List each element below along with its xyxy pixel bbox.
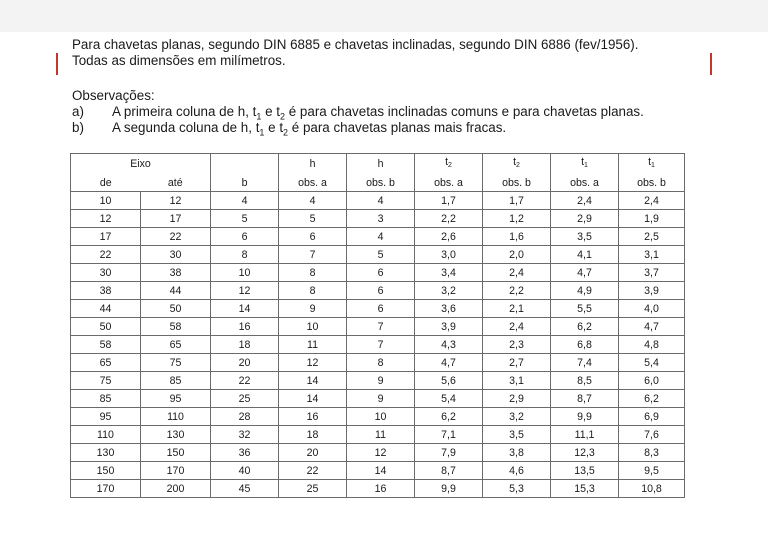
cell-t2-obs-b: 1,2 xyxy=(483,210,551,228)
observation-b-sub-2: 2 xyxy=(283,127,289,138)
cell-t2-obs-a: 3,0 xyxy=(415,246,483,264)
observation-a-sub-2: 2 xyxy=(280,111,286,122)
cell-b: 40 xyxy=(211,462,279,480)
cell-t1-obs-b: 4,0 xyxy=(619,300,685,318)
cell-eixo-ate: 12 xyxy=(141,192,211,210)
observation-a xyxy=(72,104,644,120)
cell-t1-obs-b: 2,5 xyxy=(619,228,685,246)
header-t1-b: t1 xyxy=(619,154,685,175)
table-row xyxy=(71,228,685,246)
cell-t2-obs-a: 2,6 xyxy=(415,228,483,246)
observation-b xyxy=(72,120,506,136)
cell-eixo-de: 50 xyxy=(71,318,141,336)
cell-eixo-de: 17 xyxy=(71,228,141,246)
cell-t1-obs-a: 4,7 xyxy=(551,264,619,282)
cell-t2-obs-b: 2,4 xyxy=(483,318,551,336)
cell-h-obs-b: 4 xyxy=(347,228,415,246)
cell-t2-obs-a: 7,1 xyxy=(415,426,483,444)
cell-h-obs-a: 7 xyxy=(279,246,347,264)
cell-eixo-de: 12 xyxy=(71,210,141,228)
cell-h-obs-b: 12 xyxy=(347,444,415,462)
header-t2-a: t2 xyxy=(415,154,483,175)
cell-t2-obs-b: 2,0 xyxy=(483,246,551,264)
cell-h-obs-b: 6 xyxy=(347,300,415,318)
table-row xyxy=(71,480,685,498)
header-de: de xyxy=(71,174,141,192)
header-h-b: h xyxy=(347,154,415,175)
cell-eixo-de: 75 xyxy=(71,372,141,390)
observation-a-letter: a) xyxy=(72,104,84,119)
cell-t1-obs-a: 9,9 xyxy=(551,408,619,426)
cell-eixo-ate: 75 xyxy=(141,354,211,372)
observation-a-text-2: e t xyxy=(261,104,281,119)
cell-b: 8 xyxy=(211,246,279,264)
header-obs-a-h: obs. a xyxy=(279,174,347,192)
cell-eixo-ate: 95 xyxy=(141,390,211,408)
cell-t2-obs-b: 2,1 xyxy=(483,300,551,318)
cell-b: 22 xyxy=(211,372,279,390)
cell-h-obs-b: 9 xyxy=(347,390,415,408)
header-obs-a-t2: obs. a xyxy=(415,174,483,192)
cell-t2-obs-b: 3,8 xyxy=(483,444,551,462)
header-obs-b-h: obs. b xyxy=(347,174,415,192)
cell-h-obs-a: 16 xyxy=(279,408,347,426)
cell-eixo-de: 22 xyxy=(71,246,141,264)
cell-t1-obs-b: 6,0 xyxy=(619,372,685,390)
observation-a-sub-1: 1 xyxy=(256,111,262,122)
cell-eixo-ate: 150 xyxy=(141,444,211,462)
cell-b: 12 xyxy=(211,282,279,300)
cell-b: 5 xyxy=(211,210,279,228)
cell-eixo-ate: 58 xyxy=(141,318,211,336)
intro-line-2: Todas as dimensões em milímetros. xyxy=(72,53,286,68)
header-b: b xyxy=(211,174,279,192)
header-row-1 xyxy=(71,154,685,175)
table-row xyxy=(71,390,685,408)
cell-t1-obs-b: 3,7 xyxy=(619,264,685,282)
cell-t2-obs-a: 2,2 xyxy=(415,210,483,228)
cell-t1-obs-a: 8,5 xyxy=(551,372,619,390)
cell-t1-obs-a: 5,5 xyxy=(551,300,619,318)
cell-t2-obs-a: 1,7 xyxy=(415,192,483,210)
cell-b: 20 xyxy=(211,354,279,372)
cell-t1-obs-a: 7,4 xyxy=(551,354,619,372)
cell-t2-obs-a: 6,2 xyxy=(415,408,483,426)
cell-b: 10 xyxy=(211,264,279,282)
cell-eixo-ate: 30 xyxy=(141,246,211,264)
cell-t1-obs-b: 6,2 xyxy=(619,390,685,408)
table-row xyxy=(71,318,685,336)
cell-t2-obs-b: 2,2 xyxy=(483,282,551,300)
cell-eixo-ate: 44 xyxy=(141,282,211,300)
cell-t2-obs-b: 2,9 xyxy=(483,390,551,408)
cell-t2-obs-a: 4,3 xyxy=(415,336,483,354)
cell-t1-obs-b: 5,4 xyxy=(619,354,685,372)
cell-t2-obs-a: 5,6 xyxy=(415,372,483,390)
table-row xyxy=(71,192,685,210)
cell-eixo-de: 38 xyxy=(71,282,141,300)
cell-b: 28 xyxy=(211,408,279,426)
cell-t2-obs-a: 3,4 xyxy=(415,264,483,282)
cell-eixo-ate: 17 xyxy=(141,210,211,228)
observations-title: Observações: xyxy=(72,88,155,103)
cell-t2-obs-a: 4,7 xyxy=(415,354,483,372)
cell-b: 32 xyxy=(211,426,279,444)
table-row xyxy=(71,282,685,300)
cell-eixo-ate: 170 xyxy=(141,462,211,480)
top-bar xyxy=(0,0,768,32)
header-t2-b: t2 xyxy=(483,154,551,175)
cell-t1-obs-b: 1,9 xyxy=(619,210,685,228)
cell-t1-obs-a: 3,5 xyxy=(551,228,619,246)
header-ate: até xyxy=(141,174,211,192)
cell-h-obs-b: 6 xyxy=(347,282,415,300)
header-h-a: h xyxy=(279,154,347,175)
cell-t1-obs-b: 2,4 xyxy=(619,192,685,210)
cell-h-obs-b: 16 xyxy=(347,480,415,498)
cell-t1-obs-a: 4,9 xyxy=(551,282,619,300)
cell-t1-obs-a: 8,7 xyxy=(551,390,619,408)
cell-eixo-ate: 65 xyxy=(141,336,211,354)
cell-t1-obs-b: 3,1 xyxy=(619,246,685,264)
cell-t2-obs-b: 2,3 xyxy=(483,336,551,354)
cell-eixo-de: 110 xyxy=(71,426,141,444)
cell-h-obs-a: 6 xyxy=(279,228,347,246)
cell-b: 18 xyxy=(211,336,279,354)
cell-b: 4 xyxy=(211,192,279,210)
header-t1-a: t1 xyxy=(551,154,619,175)
table-row xyxy=(71,408,685,426)
cell-eixo-de: 58 xyxy=(71,336,141,354)
cell-h-obs-b: 8 xyxy=(347,354,415,372)
cell-eixo-de: 130 xyxy=(71,444,141,462)
cell-h-obs-b: 4 xyxy=(347,192,415,210)
cell-t2-obs-a: 9,9 xyxy=(415,480,483,498)
cell-t1-obs-b: 6,9 xyxy=(619,408,685,426)
cell-h-obs-b: 11 xyxy=(347,426,415,444)
cell-t1-obs-b: 7,6 xyxy=(619,426,685,444)
cell-b: 6 xyxy=(211,228,279,246)
cell-eixo-de: 150 xyxy=(71,462,141,480)
cell-h-obs-a: 5 xyxy=(279,210,347,228)
cell-h-obs-a: 9 xyxy=(279,300,347,318)
cell-h-obs-a: 8 xyxy=(279,282,347,300)
table-row xyxy=(71,372,685,390)
cell-t2-obs-a: 3,9 xyxy=(415,318,483,336)
cell-t2-obs-a: 5,4 xyxy=(415,390,483,408)
observation-b-sub-1: 1 xyxy=(259,127,265,138)
cell-t1-obs-b: 10,8 xyxy=(619,480,685,498)
table-row xyxy=(71,336,685,354)
cell-eixo-de: 10 xyxy=(71,192,141,210)
intro-text xyxy=(72,37,722,69)
cell-t2-obs-a: 3,6 xyxy=(415,300,483,318)
cell-eixo-ate: 85 xyxy=(141,372,211,390)
cell-t1-obs-a: 11,1 xyxy=(551,426,619,444)
cell-t1-obs-a: 12,3 xyxy=(551,444,619,462)
cell-h-obs-b: 7 xyxy=(347,336,415,354)
cell-h-obs-a: 25 xyxy=(279,480,347,498)
cell-eixo-ate: 130 xyxy=(141,426,211,444)
table-row xyxy=(71,264,685,282)
cell-h-obs-b: 7 xyxy=(347,318,415,336)
cell-h-obs-a: 18 xyxy=(279,426,347,444)
cell-h-obs-a: 20 xyxy=(279,444,347,462)
observation-a-text-1: A primeira coluna de h, t xyxy=(112,104,257,119)
cell-eixo-ate: 22 xyxy=(141,228,211,246)
cell-t2-obs-b: 2,4 xyxy=(483,264,551,282)
cell-t1-obs-a: 15,3 xyxy=(551,480,619,498)
cell-t1-obs-a: 6,8 xyxy=(551,336,619,354)
cell-t2-obs-a: 3,2 xyxy=(415,282,483,300)
key-dimensions-table xyxy=(70,153,685,498)
cell-b: 45 xyxy=(211,480,279,498)
cell-eixo-de: 170 xyxy=(71,480,141,498)
table-row xyxy=(71,210,685,228)
cell-h-obs-a: 22 xyxy=(279,462,347,480)
cell-t2-obs-b: 3,1 xyxy=(483,372,551,390)
cell-t1-obs-a: 2,4 xyxy=(551,192,619,210)
cell-h-obs-b: 3 xyxy=(347,210,415,228)
header-eixo: Eixo xyxy=(71,154,211,175)
cell-t2-obs-b: 1,7 xyxy=(483,192,551,210)
observation-b-letter: b) xyxy=(72,120,84,135)
observation-a-text-3: é para chavetas inclinadas comuns e para chavetas planas. xyxy=(285,104,644,119)
cell-t1-obs-a: 4,1 xyxy=(551,246,619,264)
cell-eixo-ate: 110 xyxy=(141,408,211,426)
observation-b-text-2: e t xyxy=(264,120,284,135)
cell-t2-obs-a: 7,9 xyxy=(415,444,483,462)
cell-t1-obs-b: 9,5 xyxy=(619,462,685,480)
cell-t2-obs-b: 1,6 xyxy=(483,228,551,246)
table-row xyxy=(71,354,685,372)
table-row xyxy=(71,246,685,264)
cell-h-obs-b: 14 xyxy=(347,462,415,480)
cell-eixo-ate: 50 xyxy=(141,300,211,318)
intro-line-1: Para chavetas planas, segundo DIN 6885 e chavetas inclinadas, segundo DIN 6886 (fev/1956). xyxy=(72,37,639,52)
cell-eixo-de: 30 xyxy=(71,264,141,282)
cell-h-obs-b: 9 xyxy=(347,372,415,390)
cell-eixo-de: 65 xyxy=(71,354,141,372)
observation-b-text-3: é para chavetas planas mais fracas. xyxy=(288,120,507,135)
cell-h-obs-a: 14 xyxy=(279,372,347,390)
cell-b: 16 xyxy=(211,318,279,336)
cell-h-obs-b: 10 xyxy=(347,408,415,426)
left-margin-mark xyxy=(56,53,58,75)
header-row-2 xyxy=(71,174,685,192)
cell-t2-obs-b: 4,6 xyxy=(483,462,551,480)
cell-h-obs-b: 6 xyxy=(347,264,415,282)
cell-h-obs-a: 14 xyxy=(279,390,347,408)
cell-t1-obs-b: 8,3 xyxy=(619,444,685,462)
table-row xyxy=(71,426,685,444)
cell-h-obs-a: 8 xyxy=(279,264,347,282)
observation-b-text-1: A segunda coluna de h, t xyxy=(112,120,260,135)
cell-t2-obs-b: 3,5 xyxy=(483,426,551,444)
cell-eixo-de: 85 xyxy=(71,390,141,408)
cell-t1-obs-a: 2,9 xyxy=(551,210,619,228)
table-row xyxy=(71,300,685,318)
cell-eixo-de: 95 xyxy=(71,408,141,426)
header-b-top xyxy=(211,154,279,175)
cell-t1-obs-b: 4,8 xyxy=(619,336,685,354)
cell-b: 36 xyxy=(211,444,279,462)
table-row xyxy=(71,462,685,480)
cell-t1-obs-a: 13,5 xyxy=(551,462,619,480)
cell-eixo-ate: 38 xyxy=(141,264,211,282)
header-obs-a-t1: obs. a xyxy=(551,174,619,192)
cell-eixo-ate: 200 xyxy=(141,480,211,498)
cell-b: 25 xyxy=(211,390,279,408)
cell-t1-obs-b: 4,7 xyxy=(619,318,685,336)
cell-b: 14 xyxy=(211,300,279,318)
cell-h-obs-a: 11 xyxy=(279,336,347,354)
cell-h-obs-a: 12 xyxy=(279,354,347,372)
header-obs-b-t1: obs. b xyxy=(619,174,685,192)
cell-eixo-de: 44 xyxy=(71,300,141,318)
cell-h-obs-a: 4 xyxy=(279,192,347,210)
cell-t2-obs-b: 2,7 xyxy=(483,354,551,372)
cell-t2-obs-a: 8,7 xyxy=(415,462,483,480)
cell-h-obs-b: 5 xyxy=(347,246,415,264)
cell-h-obs-a: 10 xyxy=(279,318,347,336)
cell-t2-obs-b: 5,3 xyxy=(483,480,551,498)
header-obs-b-t2: obs. b xyxy=(483,174,551,192)
cell-t1-obs-b: 3,9 xyxy=(619,282,685,300)
cell-t1-obs-a: 6,2 xyxy=(551,318,619,336)
cell-t2-obs-b: 3,2 xyxy=(483,408,551,426)
table-row xyxy=(71,444,685,462)
